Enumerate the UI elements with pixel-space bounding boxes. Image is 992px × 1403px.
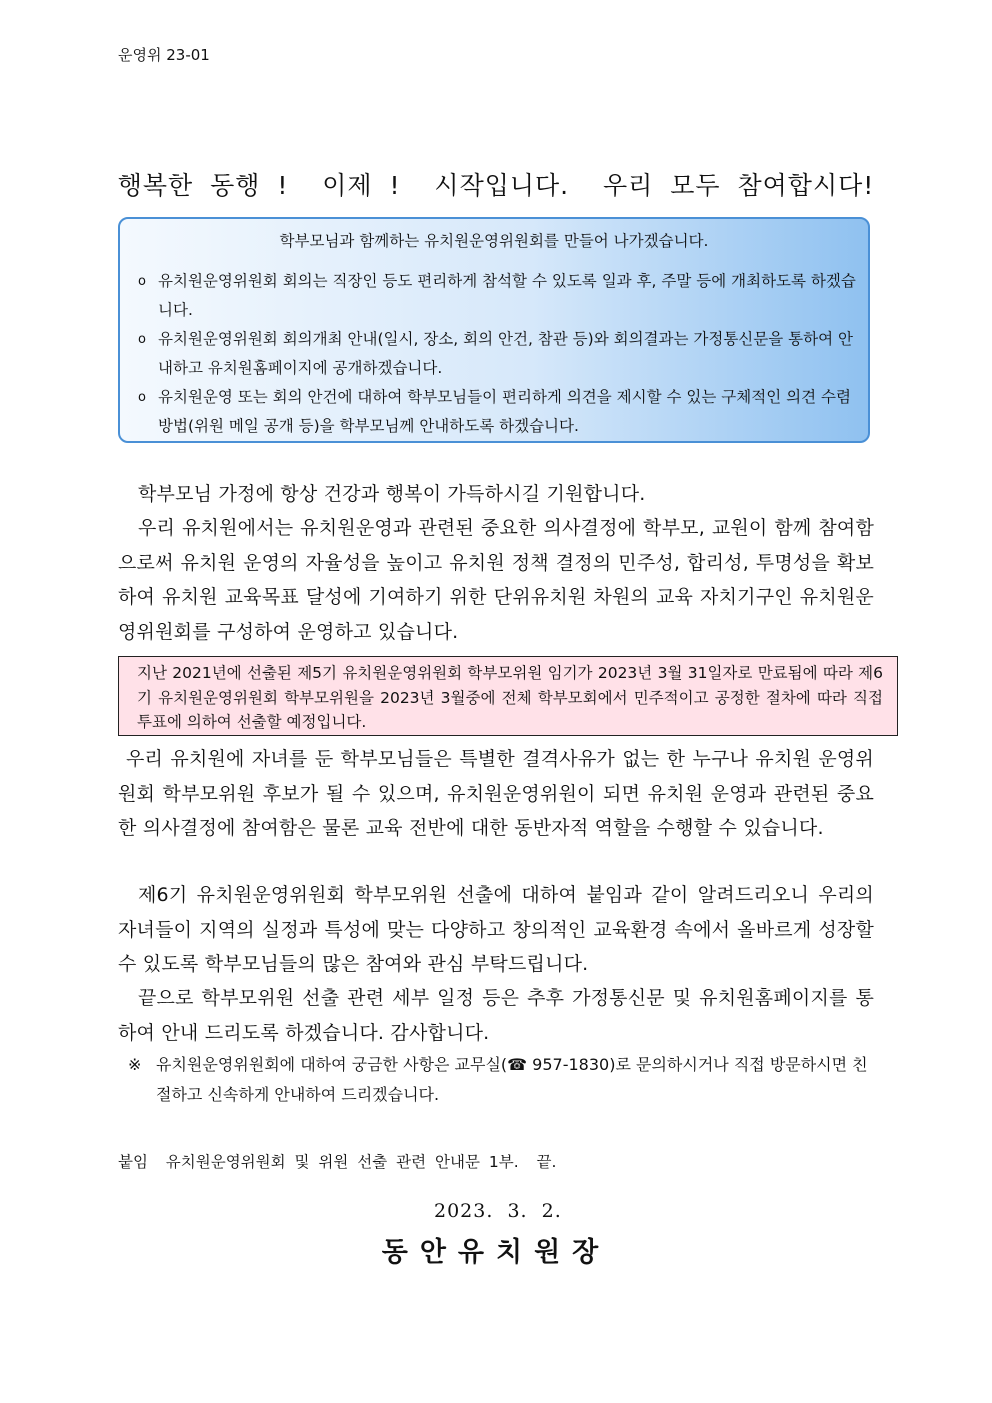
greeting-paragraph: 학부모님 가정에 항상 건강과 행복이 가득하시길 기원합니다. (138, 483, 646, 505)
headline: 행복한 동행 ! 이제 ! 시작입니다. 우리 모두 참여합시다! (117, 171, 875, 200)
signer: 동안유치원장 (381, 1237, 611, 1268)
request-paragraph: 제6기 유치원운영위원회 학부모위원 선출에 대하여 붙임과 같이 알려드리오니 우리의 자녀들이 지역의 실정과 특성에 맞는 다양하고 창의적인 교육환경 속에서 올바르게 성장할 수 있도록 학부모님들의 많은 참여와 관심 부탁드립니다. (118, 884, 874, 975)
highlight-box: 지난 2021년에 선출된 제5기 유치원운영위원회 학부모위원 임기가 2023년 3월 31일자로 만료됨에 따라 제6기 유치원운영위원회 학부모위원을 2023년 3월중에 전체 학부모회에서 민주적이고 공정한 절차에 따라 직접투표에 의하여 선출할 예정입니다. (118, 656, 898, 736)
issue-date: 2023. 3. 2. (434, 1200, 562, 1222)
attachment-line: 붙임 유치원운영위원회 및 위원 선출 관련 안내문 1부. 끝. (118, 1153, 557, 1171)
notice-item-text: 유치원운영 또는 회의 안건에 대하여 학부모님들이 편리하게 의견을 제시할 수 있는 구체적인 의견 수렴 방법(위원 메일 공개 등)을 학부모님께 안내하도록 하겠습니다. (158, 388, 851, 435)
notice-item (138, 325, 856, 383)
contact-note-text: 유치원운영위원회에 대하여 궁금한 사항은 교무실(☎ 957-1830)로 문의하시거나 직접 방문하시면 친절하고 신속하게 안내하여 드리겠습니다. (156, 1055, 868, 1104)
bullet-icon: o (138, 332, 146, 347)
notice-box (118, 217, 870, 443)
document-number: 운영위 23-01 (118, 46, 210, 64)
notice-box-title: 학부모님과 함께하는 유치원운영위원회를 만들어 나가겠습니다. (279, 232, 709, 250)
bullet-icon: o (138, 274, 146, 289)
eligibility-paragraph: 우리 유치원에 자녀를 둔 학부모님들은 특별한 결격사유가 없는 한 누구나 유치원 운영위원회 학부모위원 후보가 될 수 있으며, 유치원운영위원이 되면 유치원 운영과 관련된 중요한 의사결정에 참여함은 물론 교육 전반에 대한 동반자적 역할을 수행할 수 있습니다. (118, 748, 874, 839)
notice-item-text: 유치원운영위원회 회의는 직장인 등도 편리하게 참석할 수 있도록 일과 후, 주말 등에 개최하도록 하겠습니다. (158, 272, 856, 319)
notice-item (138, 267, 856, 325)
notice-item (138, 383, 856, 441)
closing-paragraph: 끝으로 학부모위원 선출 관련 세부 일정 등은 추후 가정통신문 및 유치원홈페이지를 통하여 안내 드리도록 하겠습니다. 감사합니다. (118, 987, 874, 1044)
intro-paragraph: 우리 유치원에서는 유치원운영과 관련된 중요한 의사결정에 학부모, 교원이 함께 참여함으로써 유치원 운영의 자율성을 높이고 유치원 정책 결정의 민주성, 합리성, 투명성을 확보하여 유치원 교육목표 달성에 기여하기 위한 단위유치원 차원의 교육 자치기구인 유치원운영위원회를 구성하여 운영하고 있습니다. (118, 517, 874, 643)
notice-item-text: 유치원운영위원회 회의개최 안내(일시, 장소, 회의 안건, 참관 등)와 회의결과는 가정통신문을 통하여 안내하고 유치원홈페이지에 공개하겠습니다. (158, 330, 853, 377)
bullet-icon: o (138, 390, 146, 405)
contact-note (128, 1050, 876, 1110)
reference-mark-icon: ※ (128, 1055, 142, 1074)
